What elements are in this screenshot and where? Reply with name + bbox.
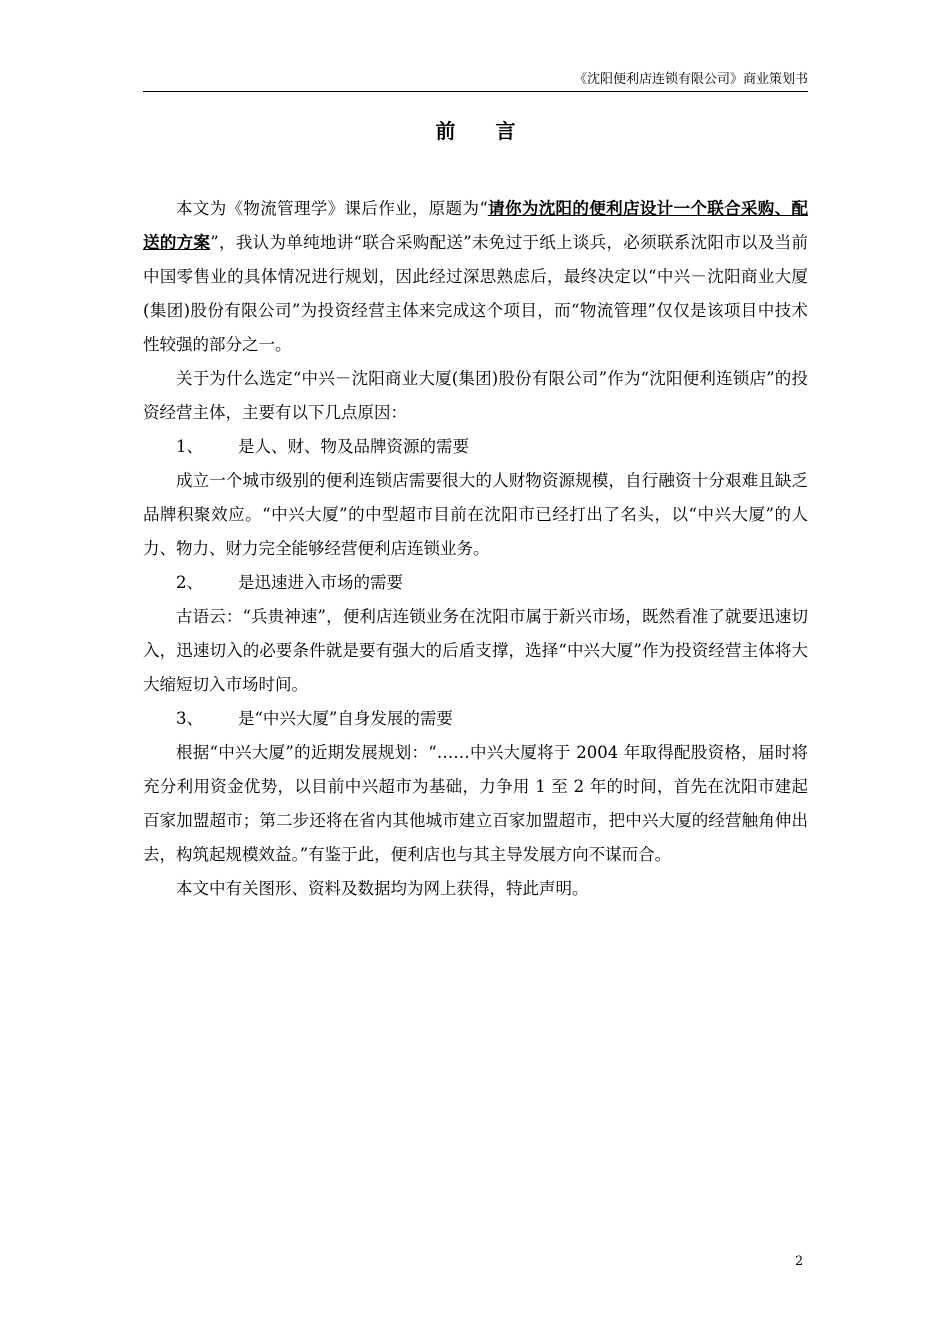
paragraph-reason-2: 古语云：“兵贵神速”，便利店连锁业务在沈阳市属于新兴市场，既然看准了就要迅速切入，迅速切入的必要条件就是要有强大的后盾支撑，选择“中兴大厦”作为投资经营主体将大大缩短切入市场时间。: [143, 607, 808, 694]
intro-text-b: ”，我认为单纯地讲“联合采购配送”未免过于纸上谈兵，必须联系沈阳市以及当前中国零售业的具体情况进行规划，因此经过深思熟虑后，最终决定以“中兴－沈阳商业大厦(集团)股份有限公司”为投资经营主体来完成这个项目，而“物流管理”仅仅是该项目中技术性较强的部分之一。: [143, 233, 809, 354]
intro-text-a: 本文为《物流管理学》课后作业，原题为“: [176, 199, 488, 218]
running-header: 《沈阳便利店连锁有限公司》商业策划书: [573, 72, 808, 87]
list-number-2: 2、: [176, 573, 203, 592]
paragraph-intro: [143, 192, 808, 362]
paragraph-disclaimer: 本文中有关图形、资料及数据均为网上获得，特此声明。: [176, 879, 589, 898]
paragraph-reasons-intro: 关于为什么选定“中兴－沈阳商业大厦(集团)股份有限公司”作为“沈阳便利连锁店”的投资经营主体，主要有以下几点原因：: [143, 369, 808, 422]
paragraph-reason-1: 成立一个城市级别的便利连锁店需要很大的人财物资源规模，自行融资十分艰难且缺乏品牌积聚效应。“中兴大厦”的中型超市目前在沈阳市已经打出了名头，以“中兴大厦”的人力、物力、财力完全能够经营便利店连锁业务。: [143, 471, 808, 558]
list-item-3: [143, 702, 808, 736]
page-title: 前言: [435, 119, 556, 143]
paragraph-reason-3: 根据“中兴大厦”的近期发展规划：“……中兴大厦将于 2004 年取得配股资格，届时将充分利用资金优势，以目前中兴超市为基础，力争用 1 至 2 年的时间，首先在沈阳市建起百家加盟超市；第二步还将在省内其他城市建立百家加盟超市，把中兴大厦的经营触角伸出去，构筑起规模效益。”有鉴于此，便利店也与其主导发展方向不谋而合。: [143, 743, 808, 864]
list-text-2: 是迅速进入市场的需要: [238, 573, 403, 592]
list-number-3: 3、: [176, 709, 203, 728]
list-number-1: 1、: [176, 437, 203, 456]
list-item-2: [143, 566, 808, 600]
list-item-1: [143, 430, 808, 464]
list-text-3: 是“中兴大厦”自身发展的需要: [238, 709, 453, 728]
original-topic-emphasis: 请你为沈阳的便利店设计一个联合采购、配送的方案: [143, 199, 809, 252]
header-rule: [143, 91, 808, 92]
list-text-1: 是人、财、物及品牌资源的需要: [238, 437, 469, 456]
document-body: [143, 192, 808, 906]
page-number: 2: [795, 1254, 804, 1269]
